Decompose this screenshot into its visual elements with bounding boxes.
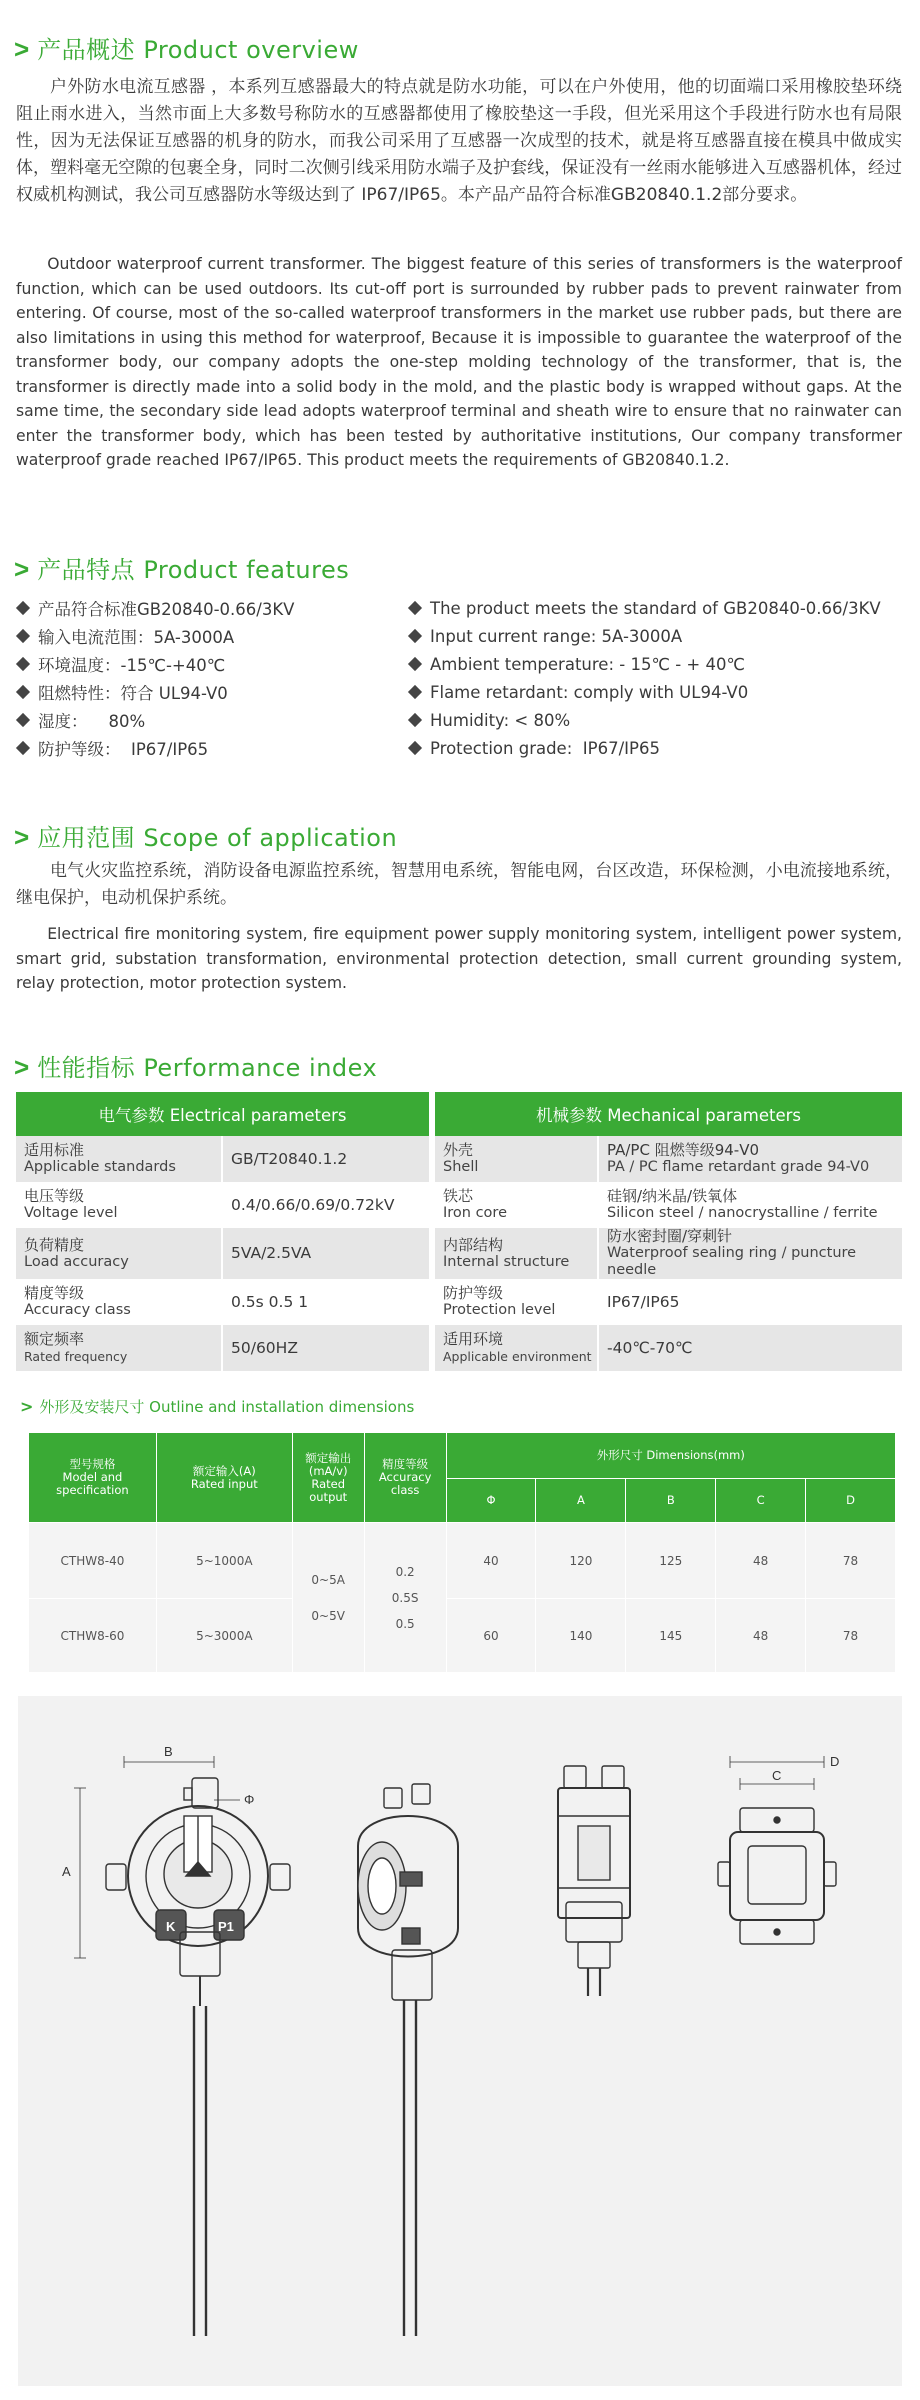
list-item: Input current range: 5A-3000A xyxy=(408,622,881,650)
diamond-bullet-icon xyxy=(408,741,422,755)
diamond-bullet-icon xyxy=(408,685,422,699)
col-a: A xyxy=(536,1479,626,1523)
overview-cn-paragraph: 户外防水电流互感器 ，本系列互感器最大的特点就是防水功能，可以在户外使用，他的切面端口采用橡胶垫环绕阻止雨水进入，当然市面上大多数号称防水的互感器都使用了橡胶垫这一手段，但光采用这个手段进行防水也有局限性，因为无法保证互感器的机身的防水，而我公司采用了互感器一次成型的技术，就是将互感器直接在模具中做成实体，塑料毫无空隙的包裹全身，同时二次侧引线采用防水端子及护套线，保证没有一丝雨水能够进入互感器机体，经过权威机构测试，我公司互感器防水等级达到了 IP67/IP65。本产品产品符合标准GB20840.1.2部分要求。 xyxy=(16,77,902,205)
col-dimensions: 外形尺寸 Dimensions(mm) xyxy=(446,1433,895,1479)
overview-heading: > 产品概述 Product overview xyxy=(14,34,359,64)
electrical-header: 电气参数 Electrical parameters xyxy=(16,1092,432,1136)
list-item: 输入电流范围：5A-3000A xyxy=(16,622,294,650)
col-c: C xyxy=(716,1479,806,1523)
perspective-view-drawing xyxy=(358,1784,458,2336)
list-item: 防护等级： IP67/IP65 xyxy=(16,734,294,762)
dimensions-heading: > 外形及安装尺寸 Outline and installation dimensions xyxy=(20,1397,415,1416)
chevron-right-icon: > xyxy=(14,1052,30,1082)
col-input: 额定输入(A) Rated input xyxy=(156,1433,292,1523)
col-d: D xyxy=(806,1479,896,1523)
chevron-right-icon: > xyxy=(14,34,30,64)
outline-drawings xyxy=(18,1696,902,2386)
diamond-bullet-icon xyxy=(408,601,422,615)
list-item: 产品符合标准GB20840-0.66/3KV xyxy=(16,594,294,622)
list-item: Flame retardant: comply with UL94-V0 xyxy=(408,678,881,706)
diamond-bullet-icon xyxy=(16,713,30,727)
label-p1: P1 xyxy=(218,1919,234,1934)
dimensions-table xyxy=(28,1432,896,1673)
diamond-bullet-icon xyxy=(16,685,30,699)
chevron-right-icon: > xyxy=(14,554,30,584)
application-en-paragraph: Electrical fire monitoring system, fire equipment power supply monitoring system, intelligent power system, smart grid, substation transformation, environmental protection detection, small current grounding system, relay protection, motor protection system. xyxy=(16,925,902,992)
label-b: B xyxy=(164,1744,173,1759)
features-cn-list xyxy=(16,594,294,762)
col-phi: Φ xyxy=(446,1479,536,1523)
table-row: 电压等级 Voltage level 0.4/0.66/0.69/0.72kV 铁芯 Iron core 硅钢/纳米晶/铁氧体 Silicon steel / nanocrystalline / ferrite xyxy=(16,1182,902,1228)
list-item: The product meets the standard of GB20840-0.66/3KV xyxy=(408,594,881,622)
application-cn-paragraph: 电气火灾监控系统，消防设备电源监控系统，智慧用电系统，智能电网，台区改造，环保检测，小电流接地系统，继电保护，电动机保护系统。 xyxy=(16,861,902,908)
label-d: D xyxy=(830,1754,840,1769)
label-k: K xyxy=(166,1919,176,1934)
list-item: Humidity: < 80% xyxy=(408,706,881,734)
top-view-drawing xyxy=(718,1756,836,1944)
col-output: 额定输出(mA/v) Rated output xyxy=(292,1433,364,1523)
performance-table xyxy=(16,1092,902,1371)
accuracy-cell: 0.2 0.5S 0.5 xyxy=(364,1523,446,1673)
output-cell: 0~5A 0~5V xyxy=(292,1523,364,1673)
features-heading: > 产品特点 Product features xyxy=(14,554,350,584)
col-b: B xyxy=(626,1479,716,1523)
front-view-drawing xyxy=(74,1756,290,2336)
list-item: Ambient temperature: - 15℃ - + 40℃ xyxy=(408,650,881,678)
diamond-bullet-icon xyxy=(16,741,30,755)
performance-heading: > 性能指标 Performance index xyxy=(14,1052,378,1082)
list-item: Protection grade: IP67/IP65 xyxy=(408,734,881,762)
diamond-bullet-icon xyxy=(16,657,30,671)
table-row: CTHW8-60 5~3000A 60 140 145 48 78 xyxy=(29,1599,896,1673)
label-a: A xyxy=(62,1864,71,1879)
diamond-bullet-icon xyxy=(16,629,30,643)
outline-drawings-panel xyxy=(18,1696,902,2386)
list-item: 环境温度：-15℃-+40℃ xyxy=(16,650,294,678)
table-row: 额定频率 Rated frequency 50/60HZ 适用环境 Applicable environment -40℃-70℃ xyxy=(16,1325,902,1371)
diamond-bullet-icon xyxy=(16,601,30,615)
diamond-bullet-icon xyxy=(408,713,422,727)
diamond-bullet-icon xyxy=(408,629,422,643)
overview-en-paragraph: Outdoor waterproof current transformer. The biggest feature of this series of transformers is the waterproof function, which can be used outdoors. Its cut-off port is surrounded by rubber pads to prevent rainwater from entering. Of course, most of the so-called waterproof transformers in the market use rubber pads, but there are also limitations in using this method for waterproof, Because it is impossible to guarantee the waterproof of the transformer body, our company adopts the one-step molding technology of the transformer, that is, the transformer is directly made into a solid body in the mold, and the plastic body is wrapped without gaps. At the same time, the secondary side lead adopts waterproof terminal and sheath wire to ensure that no rainwater can enter the transformer body, which has been tested by authoritative institutions, Our company transformer waterproof grade reached IP67/IP65. This product meets the requirements of GB20840.1.2. xyxy=(16,255,902,469)
features-en-list xyxy=(408,594,881,762)
mechanical-header: 机械参数 Mechanical parameters xyxy=(432,1092,902,1136)
table-row: 精度等级 Accuracy class 0.5s 0.5 1 防护等级 Protection level IP67/IP65 xyxy=(16,1279,902,1325)
side-view-drawing xyxy=(558,1766,630,1996)
diamond-bullet-icon xyxy=(408,657,422,671)
list-item: 湿度： 80% xyxy=(16,706,294,734)
chevron-right-icon: > xyxy=(14,822,30,852)
col-model: 型号规格 Model and specification xyxy=(29,1433,157,1523)
table-row: 负荷精度 Load accuracy 5VA/2.5VA 内部结构 Internal structure 防水密封圈/穿刺针 Waterproof sealing ring / puncture needle xyxy=(16,1228,902,1279)
list-item: 阻燃特性：符合 UL94-V0 xyxy=(16,678,294,706)
col-accuracy: 精度等级 Accuracy class xyxy=(364,1433,446,1523)
table-row: 适用标准 Applicable standards GB/T20840.1.2 外壳 Shell PA/PC 阻燃等级94-V0 PA / PC flame retardant grade 94-V0 xyxy=(16,1136,902,1182)
label-phi: Φ xyxy=(244,1792,255,1807)
label-c: C xyxy=(772,1768,782,1783)
table-row: CTHW8-40 5~1000A 0~5A 0~5V 0.2 0.5S 0.5 40 120 125 48 78 xyxy=(29,1523,896,1599)
chevron-right-icon: > xyxy=(20,1397,34,1416)
application-heading: > 应用范围 Scope of application xyxy=(14,822,398,852)
